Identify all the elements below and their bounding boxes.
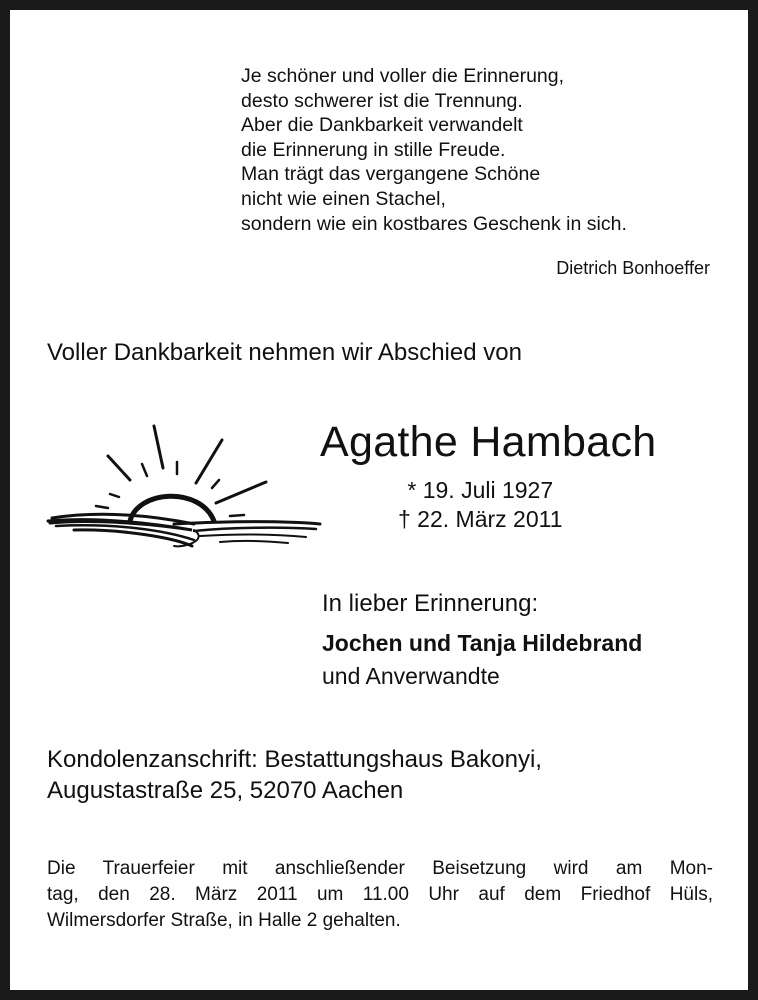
- address-line: Kondolenzanschrift: Bestattungshaus Bakonyi,: [47, 746, 542, 773]
- memory-label: In lieber Erinnerung:: [322, 590, 539, 617]
- condolence-address: [47, 744, 542, 806]
- farewell-intro: Voller Dankbarkeit nehmen wir Abschied von: [47, 339, 522, 366]
- funeral-line: Wilmersdorfer Straße, in Halle 2 gehalten.: [47, 910, 401, 931]
- quote-line: nicht wie einen Stachel,: [241, 187, 446, 210]
- funeral-info: [47, 856, 713, 934]
- quote-line: Man trägt das vergangene Schöne: [241, 163, 541, 186]
- relatives-label: und Anverwandte: [322, 663, 500, 689]
- funeral-line: Die Trauerfeier mit anschließender Beisetzung wird am Mon-: [47, 858, 713, 879]
- quote-author: Dietrich Bonhoeffer: [556, 258, 710, 278]
- quote-line: die Erinnerung in stille Freude.: [241, 138, 506, 161]
- quote-line: Aber die Dankbarkeit verwandelt: [241, 114, 523, 137]
- quote-line: sondern wie ein kostbares Geschenk in sich.: [241, 212, 627, 235]
- quote-line: Je schöner und voller die Erinnerung,: [241, 65, 565, 87]
- quote-block: [241, 64, 711, 236]
- life-dates: [398, 476, 563, 534]
- quote-line: desto schwerer ist die Trennung.: [241, 89, 523, 112]
- birth-date: * 19. Juli 1927: [407, 477, 554, 503]
- mourners-names: Jochen und Tanja Hildebrand: [322, 630, 643, 656]
- death-date: † 22. März 2011: [398, 506, 563, 532]
- sunset-icon: [44, 420, 324, 560]
- address-line: Augustastraße 25, 52070 Aachen: [47, 777, 404, 804]
- deceased-name: Agathe Hambach: [320, 418, 657, 466]
- funeral-line: tag, den 28. März 2011 um 11.00 Uhr auf dem Friedhof Hüls,: [47, 884, 713, 905]
